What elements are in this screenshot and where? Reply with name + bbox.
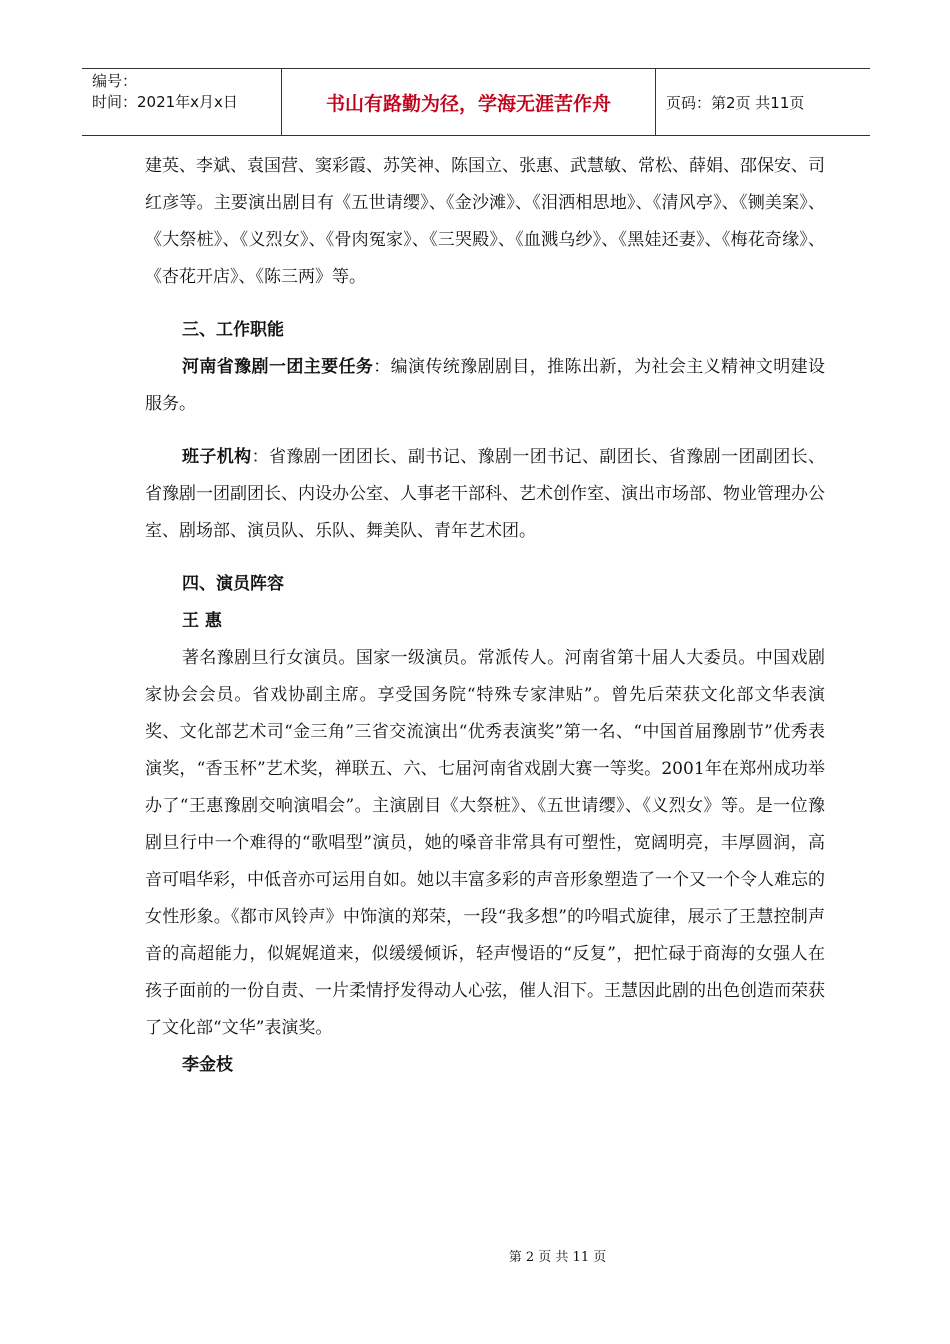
header-motto: 书山有路勤为径，学海无涯苦作舟 <box>282 69 656 135</box>
page-header <box>82 68 870 136</box>
task-label: 河南省豫剧一团主要任务 <box>182 357 374 377</box>
section-heading-duties: 三、工作职能 <box>182 320 284 340</box>
org-label: 班子机构 <box>182 447 252 467</box>
actor-name-wanghui: 王 惠 <box>182 611 222 631</box>
header-page-code: 页码：第2页 共11页 <box>666 93 805 112</box>
page-footer: 第 2 页 共 11 页 <box>508 1250 607 1265</box>
task-paragraph <box>145 349 825 423</box>
actor-name-lijinzhi: 李金枝 <box>182 1055 233 1075</box>
time-label: 时间：2021年x月x日 <box>92 93 238 111</box>
document-body <box>145 148 825 1084</box>
number-label: 编号： <box>92 72 138 90</box>
task-text: ：编演传统豫剧剧目，推陈出新，为社会主义精神文明建设服务。 <box>145 357 826 414</box>
org-paragraph <box>145 439 825 550</box>
cast-paragraph: 建英、李斌、袁国营、窦彩霞、苏笑神、陈国立、张惠、武慧敏、常松、薛娟、邵保安、司红彦等。主要演出剧目有《五世请缨》、《金沙滩》、《泪洒相思地》、《清风亭》、《铡美案》、《大祭桩》、《义烈女》、《骨肉冤家》、《三哭殿》、《血溅乌纱》、《黑娃还妻》、《梅花奇缘》、《杏花开店》、《陈三两》等。 <box>145 156 825 287</box>
section-heading-cast: 四、演员阵容 <box>182 574 284 594</box>
org-text: ：省豫剧一团团长、副书记、豫剧一团书记、副团长、省豫剧一团副团长、省豫剧一团副团长、内设办公室、人事老干部科、艺术创作室、演出市场部、物业管理办公室、剧场部、演员队、乐队、舞美队、青年艺术团。 <box>145 447 826 541</box>
actor-bio-wanghui: 著名豫剧旦行女演员。国家一级演员。常派传人。河南省第十届人大委员。中国戏剧家协会会员。省戏协副主席。享受国务院“特殊专家津贴”。曾先后荣获文化部文华表演奖、文化部艺术司“金三角”三省交流演出“优秀表演奖”第一名、“中国首届豫剧节”优秀表演奖，“香玉杯”艺术奖，禅联五、六、七届河南省戏剧大赛一等奖。2001年在郑州成功举办了“王惠豫剧交响演唱会”。主演剧目《大祭桩》、《五世请缨》、《义烈女》等。是一位豫剧旦行中一个难得的“歌唱型”演员，她的嗓音非常具有可塑性，宽阔明亮，丰厚圆润，高音可唱华彩，中低音亦可运用自如。她以丰富多彩的声音形象塑造了一个又一个令人难忘的女性形象。《都市风铃声》中饰演的郑荣，一段“我多想”的吟唱式旋律，展示了王慧控制声音的高超能力，似娓娓道来，似缓缓倾诉，轻声慢语的“反复”，把忙碌于商海的女强人在孩子面前的一份自责、一片柔情抒发得动人心弦，催人泪下。王慧因此剧的出色创造而荣获了文化部“文华”表演奖。 <box>145 648 825 1038</box>
header-meta <box>82 69 282 135</box>
